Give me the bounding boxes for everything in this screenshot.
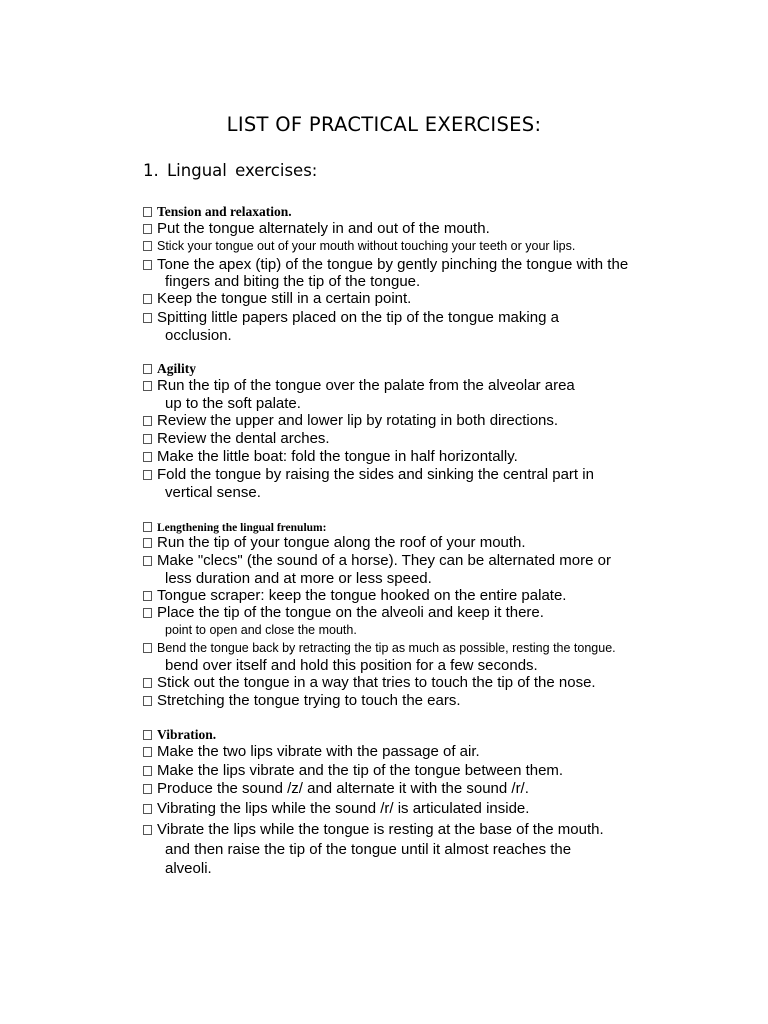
checkbox-icon xyxy=(143,522,152,532)
list-item-continuation: alveoli. xyxy=(165,860,212,877)
list-item: Stick out the tongue in a way that tries to touch the tip of the nose. xyxy=(143,675,596,690)
list-item: Review the upper and lower lip by rotating in both directions. xyxy=(143,413,558,428)
checkbox-icon xyxy=(143,260,152,270)
list-item: Make "clecs" (the sound of a horse). They can be alternated more or xyxy=(143,553,611,568)
list-item: Make the two lips vibrate with the passage of air. xyxy=(143,744,480,759)
checkbox-icon xyxy=(143,678,152,688)
page-title: LIST OF PRACTICAL EXERCISES: xyxy=(226,113,542,136)
checkbox-icon xyxy=(143,224,152,234)
subheading-vibration: Vibration. xyxy=(143,727,216,743)
list-item: Produce the sound /z/ and alternate it with the sound /r/. xyxy=(143,781,529,796)
list-item-continuation: less duration and at more or less speed. xyxy=(165,570,432,587)
list-item-continuation: and then raise the tip of the tongue until it almost reaches the xyxy=(165,841,572,858)
checkbox-icon xyxy=(143,538,152,548)
checkbox-icon xyxy=(143,784,152,794)
checkbox-icon xyxy=(143,608,152,618)
list-item: Tone the apex (tip) of the tongue by gently pinching the tongue with the xyxy=(143,257,628,272)
list-item-continuation: up to the soft palate. xyxy=(165,395,301,412)
list-item: Keep the tongue still in a certain point. xyxy=(143,291,411,306)
checkbox-icon xyxy=(143,747,152,757)
subheading-agility: Agility xyxy=(143,361,196,377)
subheading-tension: Tension and relaxation. xyxy=(143,204,292,220)
checkbox-icon xyxy=(143,241,152,251)
section-heading: 1. Lingual exercises: xyxy=(143,161,318,180)
list-item-continuation: vertical sense. xyxy=(165,484,261,501)
checkbox-icon xyxy=(143,207,152,217)
list-item-continuation: fingers and biting the tip of the tongue. xyxy=(165,273,421,290)
list-item: Vibrate the lips while the tongue is resting at the base of the mouth. xyxy=(143,822,604,837)
checkbox-icon xyxy=(143,416,152,426)
list-item: Vibrating the lips while the sound /r/ is articulated inside. xyxy=(143,801,529,816)
list-item: Run the tip of the tongue over the palate from the alveolar area xyxy=(143,378,575,393)
list-item-continuation: bend over itself and hold this position for a few seconds. xyxy=(165,657,538,674)
list-item: Make the little boat: fold the tongue in half horizontally. xyxy=(143,449,518,464)
list-item: Place the tip of the tongue on the alveoli and keep it there. xyxy=(143,605,544,620)
list-item: Tongue scraper: keep the tongue hooked on the entire palate. xyxy=(143,588,566,603)
checkbox-icon xyxy=(143,804,152,814)
checkbox-icon xyxy=(143,591,152,601)
checkbox-icon xyxy=(143,452,152,462)
list-item: Review the dental arches. xyxy=(143,431,330,446)
list-item: Stick your tongue out of your mouth without touching your teeth or your lips. xyxy=(143,240,575,253)
subheading-frenulum: Lengthening the lingual frenulum: xyxy=(143,519,326,535)
checkbox-icon xyxy=(143,470,152,480)
checkbox-icon xyxy=(143,381,152,391)
checkbox-icon xyxy=(143,434,152,444)
list-item: Bend the tongue back by retracting the tip as much as possible, resting the tongue. xyxy=(143,642,616,655)
checkbox-icon xyxy=(143,313,152,323)
checkbox-icon xyxy=(143,556,152,566)
list-item: Put the tongue alternately in and out of the mouth. xyxy=(143,221,490,236)
checkbox-icon xyxy=(143,696,152,706)
checkbox-icon xyxy=(143,730,152,740)
checkbox-icon xyxy=(143,364,152,374)
checkbox-icon xyxy=(143,825,152,835)
list-item: Run the tip of your tongue along the roof of your mouth. xyxy=(143,535,526,550)
checkbox-icon xyxy=(143,294,152,304)
list-item: Fold the tongue by raising the sides and sinking the central part in xyxy=(143,467,594,482)
list-item: Make the lips vibrate and the tip of the tongue between them. xyxy=(143,763,563,778)
list-item-continuation: point to open and close the mouth. xyxy=(165,623,357,637)
list-item: Spitting little papers placed on the tip of the tongue making a xyxy=(143,310,559,325)
checkbox-icon xyxy=(143,766,152,776)
checkbox-icon xyxy=(143,643,152,653)
list-item: Stretching the tongue trying to touch the ears. xyxy=(143,693,461,708)
list-item-continuation: occlusion. xyxy=(165,327,232,344)
